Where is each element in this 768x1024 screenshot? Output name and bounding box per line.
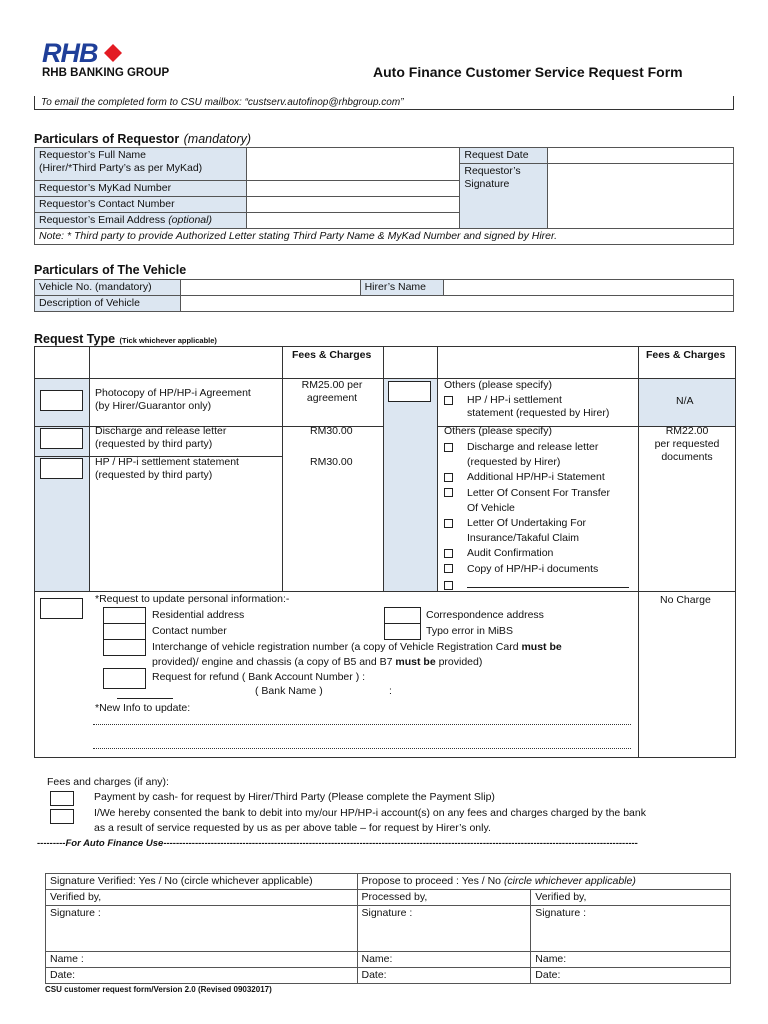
name-field-2[interactable]: Name:: [357, 952, 531, 968]
vehicle-no-label: Vehicle No. (mandatory): [35, 280, 181, 296]
fees-header-left: Fees & Charges: [292, 349, 372, 361]
email-field[interactable]: [246, 213, 460, 229]
signature-label: Requestor’s Signature: [460, 164, 548, 229]
settlement-third-party-fee: RM30.00: [310, 456, 353, 468]
debit-label: I/We hereby consented the bank to debit into my/our HP/HP-i account(s) on any fees and charges charged by the bank as a result of service requested by us as per above table – for request by Hirer’s only.: [94, 807, 646, 834]
list-item: Discharge and release letter: [444, 440, 629, 455]
footer-version: CSU customer request form/Version 2.0 (Revised 09032017): [45, 985, 272, 994]
signature-field[interactable]: [548, 164, 734, 229]
refund-underline: [117, 698, 173, 699]
new-info-line-2[interactable]: [93, 748, 631, 749]
update-title: *Request to update personal information:-: [95, 593, 290, 605]
discharge-third-party-label: Discharge and release letter (requested by third party): [95, 425, 227, 450]
list-item: Of Vehicle: [467, 501, 515, 514]
cash-label: Payment by cash- for request by Hirer/Third Party (Please complete the Payment Slip): [94, 791, 495, 803]
fees-heading: Fees and charges (if any):: [47, 776, 169, 788]
office-table: [45, 873, 731, 984]
date-field-2[interactable]: Date:: [357, 968, 531, 984]
form-title: Auto Finance Customer Service Request Form: [373, 64, 683, 80]
photocopy-fee: RM25.00 per agreement: [301, 379, 363, 404]
email-note: To email the completed form to CSU mailbox: “custserv.autofinop@rhbgroup.com”: [34, 96, 734, 110]
discharge-third-party-fee: RM30.00: [310, 425, 353, 437]
group-name: RHB BANKING GROUP: [42, 67, 170, 79]
typo-label: Typo error in MiBS: [426, 625, 513, 637]
signature-field-1[interactable]: Signature :: [46, 906, 358, 952]
request-date-field[interactable]: [548, 148, 734, 164]
signature-field-2[interactable]: Signature :: [357, 906, 531, 952]
tick-box-others-1[interactable]: [388, 381, 431, 402]
others-1-checkbox[interactable]: [444, 396, 453, 405]
full-name-field[interactable]: [246, 148, 460, 181]
signature-verified: Signature Verified: Yes / No (circle whichever applicable): [46, 874, 358, 890]
photocopy-label: Photocopy of HP/HP-i Agreement (by Hirer/Guarantor only): [95, 387, 251, 412]
tick-box-discharge-third-party[interactable]: [40, 428, 83, 449]
logo-text: RHB: [42, 38, 98, 68]
processed-by-label: Processed by,: [357, 890, 531, 906]
new-info-line-1[interactable]: [93, 724, 631, 725]
list-item: (requested by Hirer): [467, 456, 561, 469]
requestor-heading: Particulars of Requestor (mandatory): [34, 132, 252, 146]
vehicle-table: [34, 279, 734, 312]
correspondence-label: Correspondence address: [426, 609, 544, 621]
list-item: Insurance/Takaful Claim: [467, 532, 580, 545]
mykad-field[interactable]: [246, 181, 460, 197]
request-date-label: Request Date: [460, 148, 548, 164]
rhb-logo: [40, 38, 190, 83]
tick-box-update-info[interactable]: [40, 598, 83, 619]
refund-bank-name-label: ( Bank Name ): [255, 685, 323, 697]
list-item: [444, 577, 629, 593]
propose-to-proceed: Propose to proceed : Yes / No (circle whichever applicable): [357, 874, 731, 890]
fees-header-right: Fees & Charges: [646, 349, 726, 361]
vehicle-no-field[interactable]: [180, 280, 360, 296]
tick-box-contact-number[interactable]: [103, 623, 146, 640]
name-field-1[interactable]: Name :: [46, 952, 358, 968]
new-info-label: *New Info to update:: [95, 702, 191, 714]
interchange-label: Interchange of vehicle registration number (a copy of Vehicle Registration Card must be provided)/ engine and chassis (a copy of B5 and B7 must be provided): [152, 641, 562, 668]
third-party-note: Note: * Third party to provide Authorized Letter stating Third Party Name & MyKad Number and signed by Hirer.: [35, 229, 734, 245]
list-item: Letter Of Undertaking For: [444, 516, 629, 531]
others-1-title: Others (please specify): [444, 379, 552, 391]
tick-box-refund[interactable]: [103, 668, 146, 689]
description-field[interactable]: [180, 296, 733, 312]
description-label: Description of Vehicle: [35, 296, 181, 312]
tick-box-interchange[interactable]: [103, 639, 146, 656]
tick-box-typo[interactable]: [384, 623, 421, 640]
others-1-fee: N/A: [676, 395, 694, 407]
auto-finance-separator: ---------For Auto Finance Use------------------------------------------------------------------------------------------------------------------------------------------------------: [37, 838, 638, 849]
tick-box-settlement-third-party[interactable]: [40, 458, 83, 479]
no-charge-label: No Charge: [660, 594, 711, 606]
date-field-1[interactable]: Date:: [46, 968, 358, 984]
request-type-heading: Request Type (Tick whichever applicable): [34, 332, 217, 346]
refund-bank-name-colon: :: [389, 685, 392, 697]
verified-by-2-label: Verified by,: [531, 890, 731, 906]
name-field-3[interactable]: Name:: [531, 952, 731, 968]
others-2-list: [444, 440, 629, 593]
list-item: Additional HP/HP-i Statement: [444, 470, 629, 485]
signature-field-3[interactable]: Signature :: [531, 906, 731, 952]
debit-checkbox[interactable]: [50, 809, 74, 824]
residential-label: Residential address: [152, 609, 245, 621]
date-field-3[interactable]: Date:: [531, 968, 731, 984]
settlement-third-party-label: HP / HP-i settlement statement (requested by third party): [95, 456, 239, 481]
contact-field[interactable]: [246, 197, 460, 213]
verified-by-label: Verified by,: [46, 890, 358, 906]
others-2-fee: RM22.00 per requested documents: [654, 425, 720, 463]
email-label: Requestor’s Email Address (optional): [35, 213, 247, 229]
hirer-name-label: Hirer’s Name: [360, 280, 444, 296]
contact-label: Requestor’s Contact Number: [35, 197, 247, 213]
requestor-table: [34, 147, 734, 245]
list-item: Audit Confirmation: [444, 546, 629, 561]
hirer-name-field[interactable]: [444, 280, 734, 296]
logo-diamond-icon: [103, 43, 123, 63]
others-2-title: Others (please specify): [444, 425, 552, 437]
cash-checkbox[interactable]: [50, 791, 74, 806]
others-specify-line[interactable]: [467, 577, 629, 588]
tick-box-residential[interactable]: [103, 607, 146, 624]
list-item: Letter Of Consent For Transfer: [444, 486, 629, 501]
tick-box-photocopy[interactable]: [40, 390, 83, 411]
refund-label: Request for refund ( Bank Account Number ) :: [152, 671, 366, 683]
tick-box-correspondence[interactable]: [384, 607, 421, 624]
contact-number-label: Contact number: [152, 625, 227, 637]
list-item: Copy of HP/HP-i documents: [444, 562, 629, 577]
others-1-item: HP / HP-i settlement statement (requested by Hirer): [444, 394, 609, 420]
mykad-label: Requestor’s MyKad Number: [35, 181, 247, 197]
vehicle-heading: Particulars of The Vehicle: [34, 263, 187, 277]
full-name-label: Requestor’s Full Name (Hirer/*Third Party’s as per MyKad): [35, 148, 247, 181]
